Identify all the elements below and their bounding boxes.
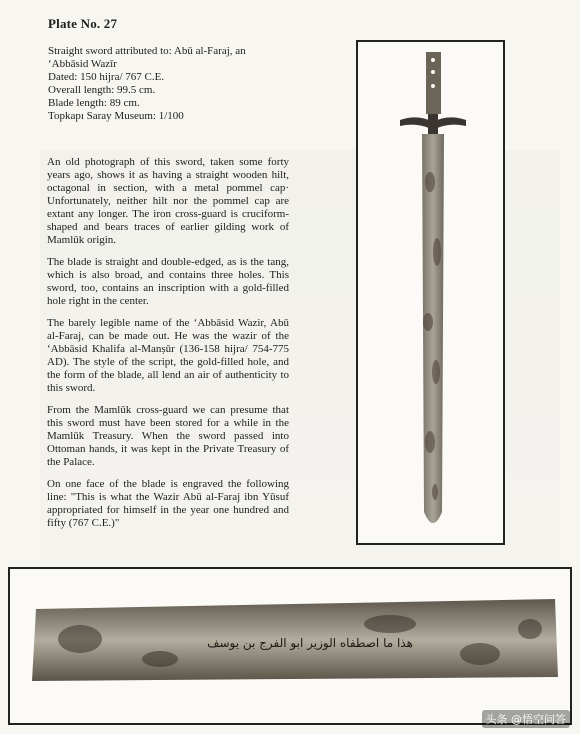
meta-line: Blade length: 89 cm. bbox=[48, 97, 140, 109]
sword-photo bbox=[358, 42, 503, 543]
watermark-label: 头条 @悟空问答 bbox=[482, 710, 571, 728]
meta-line: ‘Abbāsid Wazīr bbox=[48, 58, 117, 70]
sword-metadata bbox=[48, 45, 348, 123]
paragraph: The blade is straight and double-edged, as is the tang, which is also broad, and contains three holes. This sword, too, contains an inscription with a gold-filled hole right in the center. bbox=[47, 256, 289, 307]
paragraph: An old photograph of this sword, taken some forty years ago, shows it as having a straight wooden hilt, octagonal in section, with a metal pommel cap· Unfortunately, neither hilt nor the pommel cap are extant any longer. The iron cross-guard is cruciform-shaped and bears traces of earlier gilding work of Mamlūk origin. bbox=[47, 156, 289, 246]
meta-line: Dated: 150 hijra/ 767 C.E. bbox=[48, 71, 165, 83]
paragraph: On one face of the blade is engraved the following line: "This is what the Wazir Abū al-Faraj ibn Yūsuf appropriated for himself in the year one hundred and fifty (767 C.E.)" bbox=[47, 478, 289, 529]
description-text bbox=[47, 156, 289, 539]
plate-title: Plate No. 27 bbox=[48, 16, 118, 31]
paragraph: The barely legible name of the ‘Abbāsid Wazir, Abū al-Faraj, can be made out. He was the wazir of the ‘Abbāsid Khalifa al-Manṣūr (136-158 hijra/ 754-775 AD). The style of the script, the gold-filled hole, and the form of the blade, all lend an air of authenticity to this sword. bbox=[47, 317, 289, 394]
paragraph: From the Mamlūk cross-guard we can presume that this sword must have been stored for a while in the Mamlūk Treasury. When the sword passed into Ottoman hands, it was kept in the Private Treasury of the Palace. bbox=[47, 404, 289, 468]
blade-detail-photo bbox=[10, 569, 570, 723]
meta-line: Topkapı Saray Museum: 1/100 bbox=[48, 110, 184, 122]
meta-line: Overall length: 99.5 cm. bbox=[48, 84, 156, 96]
blade-detail-frame bbox=[8, 567, 572, 725]
meta-line: Straight sword attributed to: Abū al-Faraj, an bbox=[48, 45, 246, 57]
arabic-inscription: هذا ما اصطفاه الوزير ابو الفرج بن يوسف bbox=[207, 636, 413, 650]
sword-photo-frame bbox=[356, 40, 505, 545]
